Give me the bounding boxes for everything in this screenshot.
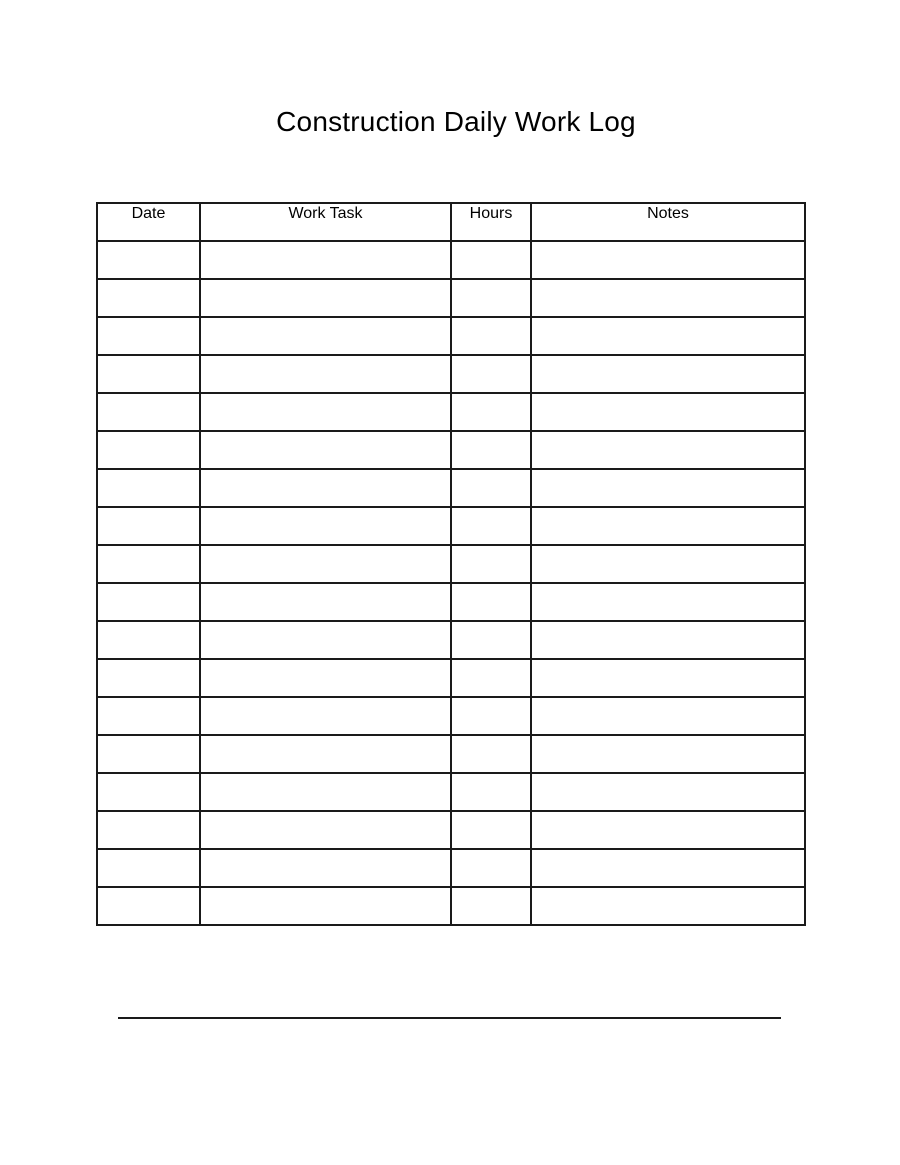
- table-row: [97, 849, 805, 887]
- cell-date[interactable]: [97, 887, 200, 925]
- table-row: [97, 431, 805, 469]
- table-row: [97, 507, 805, 545]
- cell-work-task[interactable]: [200, 849, 451, 887]
- cell-work-task[interactable]: [200, 583, 451, 621]
- cell-date[interactable]: [97, 545, 200, 583]
- column-header-date: Date: [97, 203, 200, 241]
- cell-notes[interactable]: [531, 697, 805, 735]
- cell-date[interactable]: [97, 317, 200, 355]
- cell-hours[interactable]: [451, 241, 531, 279]
- table-row: [97, 697, 805, 735]
- cell-work-task[interactable]: [200, 393, 451, 431]
- cell-hours[interactable]: [451, 659, 531, 697]
- cell-hours[interactable]: [451, 735, 531, 773]
- cell-work-task[interactable]: [200, 887, 451, 925]
- cell-hours[interactable]: [451, 507, 531, 545]
- table-row: [97, 773, 805, 811]
- cell-hours[interactable]: [451, 849, 531, 887]
- cell-notes[interactable]: [531, 241, 805, 279]
- cell-work-task[interactable]: [200, 811, 451, 849]
- page-title: Construction Daily Work Log: [276, 106, 636, 137]
- table-row: [97, 469, 805, 507]
- table-row: [97, 317, 805, 355]
- cell-date[interactable]: [97, 735, 200, 773]
- table-row: [97, 393, 805, 431]
- cell-work-task[interactable]: [200, 279, 451, 317]
- cell-notes[interactable]: [531, 431, 805, 469]
- cell-notes[interactable]: [531, 393, 805, 431]
- cell-notes[interactable]: [531, 735, 805, 773]
- table-body: [97, 241, 805, 925]
- cell-hours[interactable]: [451, 317, 531, 355]
- cell-hours[interactable]: [451, 431, 531, 469]
- column-header-work-task: Work Task: [200, 203, 451, 241]
- cell-hours[interactable]: [451, 279, 531, 317]
- table-row: [97, 621, 805, 659]
- table-header-row: [97, 203, 805, 241]
- signature-line: [118, 1017, 781, 1019]
- cell-date[interactable]: [97, 659, 200, 697]
- cell-notes[interactable]: [531, 773, 805, 811]
- work-log-table: [96, 202, 806, 926]
- cell-date[interactable]: [97, 849, 200, 887]
- table-row: [97, 659, 805, 697]
- cell-hours[interactable]: [451, 811, 531, 849]
- table-row: [97, 887, 805, 925]
- cell-date[interactable]: [97, 393, 200, 431]
- cell-notes[interactable]: [531, 279, 805, 317]
- cell-work-task[interactable]: [200, 621, 451, 659]
- cell-notes[interactable]: [531, 507, 805, 545]
- cell-work-task[interactable]: [200, 735, 451, 773]
- cell-date[interactable]: [97, 469, 200, 507]
- cell-notes[interactable]: [531, 659, 805, 697]
- cell-hours[interactable]: [451, 469, 531, 507]
- table-row: [97, 355, 805, 393]
- cell-work-task[interactable]: [200, 469, 451, 507]
- cell-hours[interactable]: [451, 355, 531, 393]
- table-row: [97, 241, 805, 279]
- cell-work-task[interactable]: [200, 355, 451, 393]
- cell-work-task[interactable]: [200, 773, 451, 811]
- cell-hours[interactable]: [451, 773, 531, 811]
- cell-hours[interactable]: [451, 393, 531, 431]
- cell-notes[interactable]: [531, 621, 805, 659]
- table-row: [97, 583, 805, 621]
- table-row: [97, 811, 805, 849]
- cell-notes[interactable]: [531, 469, 805, 507]
- cell-notes[interactable]: [531, 355, 805, 393]
- cell-hours[interactable]: [451, 583, 531, 621]
- cell-work-task[interactable]: [200, 431, 451, 469]
- cell-hours[interactable]: [451, 621, 531, 659]
- cell-date[interactable]: [97, 773, 200, 811]
- cell-date[interactable]: [97, 811, 200, 849]
- cell-notes[interactable]: [531, 545, 805, 583]
- cell-date[interactable]: [97, 583, 200, 621]
- cell-work-task[interactable]: [200, 241, 451, 279]
- cell-notes[interactable]: [531, 887, 805, 925]
- table-row: [97, 545, 805, 583]
- cell-work-task[interactable]: [200, 659, 451, 697]
- cell-date[interactable]: [97, 355, 200, 393]
- cell-date[interactable]: [97, 697, 200, 735]
- cell-notes[interactable]: [531, 317, 805, 355]
- cell-hours[interactable]: [451, 887, 531, 925]
- column-header-notes: Notes: [531, 203, 805, 241]
- cell-work-task[interactable]: [200, 697, 451, 735]
- cell-notes[interactable]: [531, 811, 805, 849]
- table-row: [97, 735, 805, 773]
- column-header-hours: Hours: [451, 203, 531, 241]
- cell-work-task[interactable]: [200, 507, 451, 545]
- cell-notes[interactable]: [531, 583, 805, 621]
- cell-date[interactable]: [97, 241, 200, 279]
- cell-date[interactable]: [97, 431, 200, 469]
- cell-date[interactable]: [97, 621, 200, 659]
- cell-hours[interactable]: [451, 545, 531, 583]
- cell-work-task[interactable]: [200, 317, 451, 355]
- cell-hours[interactable]: [451, 697, 531, 735]
- cell-date[interactable]: [97, 507, 200, 545]
- cell-date[interactable]: [97, 279, 200, 317]
- cell-notes[interactable]: [531, 849, 805, 887]
- cell-work-task[interactable]: [200, 545, 451, 583]
- table-row: [97, 279, 805, 317]
